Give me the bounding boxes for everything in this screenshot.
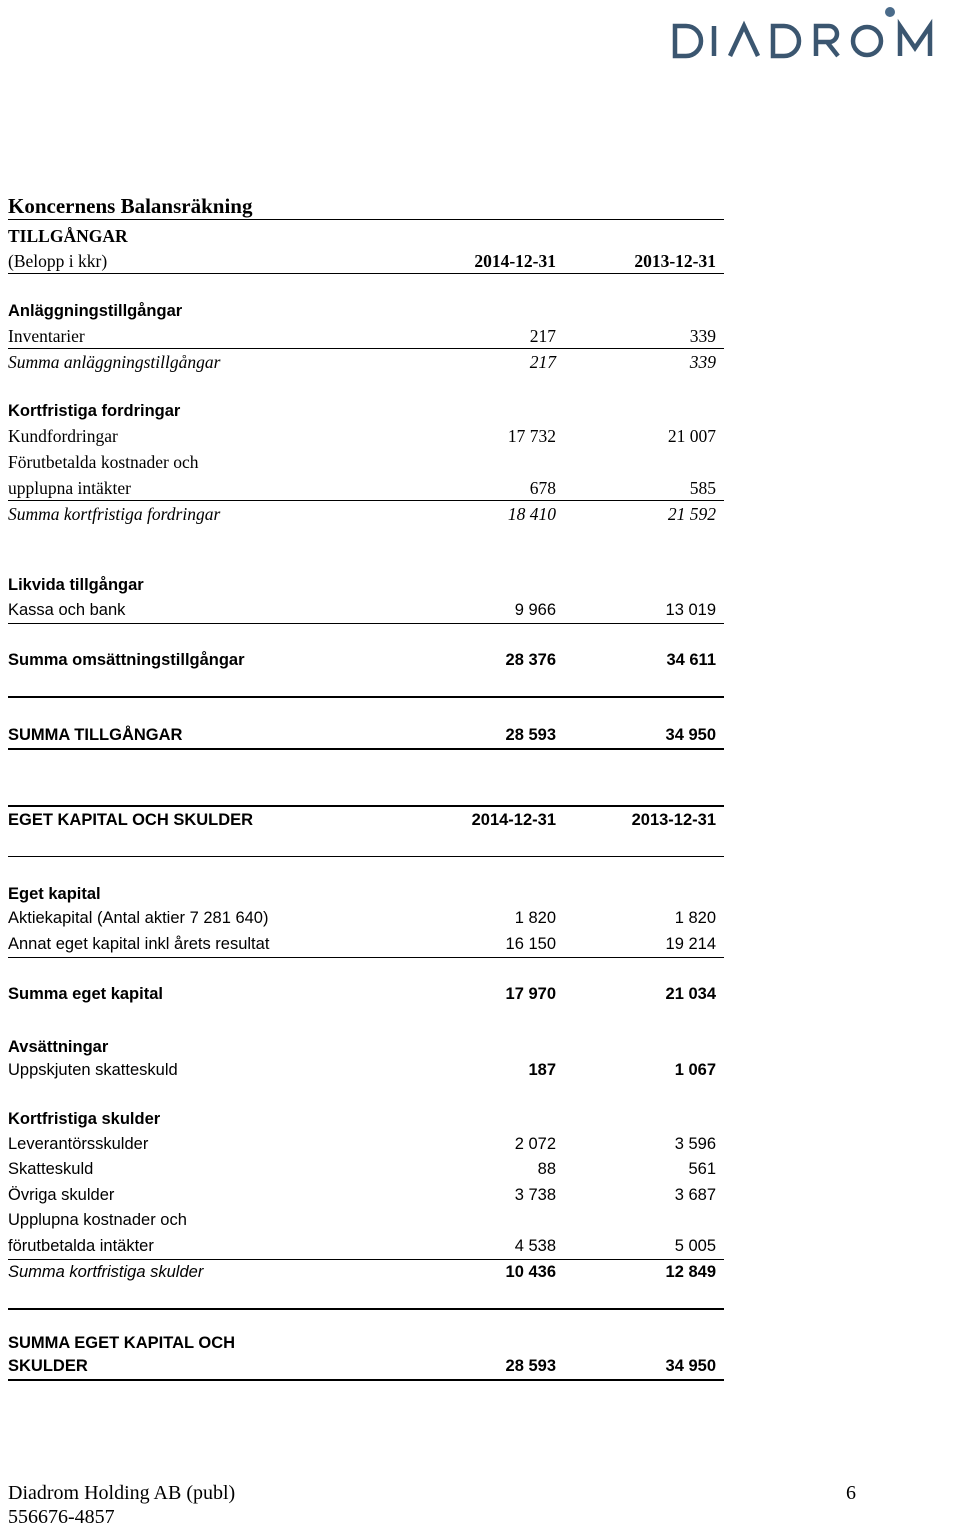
value-2013: 19 214 <box>665 935 716 953</box>
column-header-2013: 2013-12-31 <box>634 251 716 271</box>
subtotal-row <box>8 651 724 677</box>
value-2013: 3 596 <box>674 1135 716 1153</box>
divider <box>8 219 724 220</box>
value-2013: 34 611 <box>666 651 716 669</box>
value-2013: 339 <box>689 352 716 372</box>
value-2014: 28 376 <box>505 651 556 669</box>
receivables-heading: Kortfristiga fordringar <box>8 402 181 420</box>
divider <box>8 348 724 349</box>
value-2014: 17 732 <box>507 426 556 446</box>
column-header-2014: 2014-12-31 <box>474 251 556 271</box>
row-label: Leverantörsskulder <box>8 1135 149 1153</box>
row-label: Skatteskuld <box>8 1160 94 1178</box>
value-2013: 12 849 <box>665 1263 716 1281</box>
row-label: Förutbetalda kostnader och <box>8 452 199 472</box>
value-2013: 21 007 <box>667 426 716 446</box>
value-2013: 339 <box>689 326 716 346</box>
column-header-row <box>8 811 724 837</box>
value-2014: 2 072 <box>514 1135 556 1153</box>
value-2014: 88 <box>537 1160 556 1178</box>
subtotal-row <box>8 1263 724 1289</box>
table-row <box>8 1211 724 1237</box>
row-label: Kassa och bank <box>8 601 126 619</box>
value-2014: 1 820 <box>514 909 556 927</box>
table-row <box>8 1186 724 1212</box>
page-title: Koncernens Balansräkning <box>8 194 253 218</box>
row-label: Summa kortfristiga fordringar <box>8 504 221 524</box>
row-label: Summa omsättningstillgångar <box>8 651 245 669</box>
value-2013: 5 005 <box>674 1237 716 1255</box>
value-2013: 13 019 <box>665 601 716 619</box>
column-header-2014: 2014-12-31 <box>471 811 556 829</box>
section-heading <box>8 576 724 602</box>
footer-org-number: 556676-4857 <box>8 1506 115 1528</box>
divider <box>8 805 724 807</box>
value-2013: 1 820 <box>674 909 716 927</box>
provisions-heading: Avsättningar <box>8 1038 109 1056</box>
row-label: SUMMA TILLGÅNGAR <box>8 726 183 744</box>
value-2014: 28 593 <box>505 1357 556 1375</box>
row-label: Summa kortfristiga skulder <box>8 1263 204 1281</box>
value-2013: 21 034 <box>665 985 716 1003</box>
value-2014: 16 150 <box>505 935 556 953</box>
value-2014: 217 <box>529 352 556 372</box>
row-label: SKULDER <box>8 1357 88 1375</box>
table-row <box>8 452 724 478</box>
row-label: Upplupna kostnader och <box>8 1211 187 1229</box>
value-2013: 34 950 <box>665 726 716 744</box>
assets-heading: TILLGÅNGAR <box>8 226 128 246</box>
table-row <box>8 1135 724 1161</box>
row-label: Summa anläggningstillgångar <box>8 352 221 372</box>
section-heading <box>8 402 724 428</box>
subtotal-row <box>8 504 724 530</box>
value-2014: 28 593 <box>505 726 556 744</box>
value-2013: 585 <box>689 478 716 498</box>
value-2014: 3 738 <box>514 1186 556 1204</box>
assets-heading-row <box>8 226 724 252</box>
value-2014: 10 436 <box>505 1263 556 1281</box>
row-label: Uppskjuten skatteskuld <box>8 1061 178 1079</box>
value-2014: 9 966 <box>514 601 556 619</box>
value-2013: 3 687 <box>674 1186 716 1204</box>
footer-company: Diadrom Holding AB (publ) <box>8 1482 236 1504</box>
section-heading <box>8 302 724 328</box>
fixed-assets-heading: Anläggningstillgångar <box>8 302 183 320</box>
table-row <box>8 909 724 935</box>
company-logo <box>664 0 960 64</box>
divider <box>8 957 724 958</box>
row-label: Övriga skulder <box>8 1186 115 1204</box>
row-label: upplupna intäkter <box>8 478 131 498</box>
logo-dot-icon <box>885 7 895 17</box>
divider <box>8 1308 724 1310</box>
divider <box>8 1379 724 1381</box>
table-row <box>8 426 724 452</box>
divider <box>8 500 724 501</box>
table-row <box>8 1160 724 1186</box>
cash-heading: Likvida tillgångar <box>8 576 144 594</box>
divider <box>8 273 724 274</box>
value-2014: 678 <box>529 478 556 498</box>
row-label: Summa eget kapital <box>8 985 163 1003</box>
value-2013: 1 067 <box>674 1061 716 1079</box>
column-header-2013: 2013-12-31 <box>631 811 716 829</box>
subtotal-row <box>8 985 724 1011</box>
row-label: SUMMA EGET KAPITAL OCH <box>8 1334 236 1352</box>
value-2014: 4 538 <box>514 1237 556 1255</box>
value-2014: 17 970 <box>505 985 556 1003</box>
page-number: 6 <box>846 1482 856 1504</box>
current-liabilities-heading: Kortfristiga skulder <box>8 1110 161 1128</box>
section-heading <box>8 885 724 911</box>
row-label: Inventarier <box>8 326 85 346</box>
value-2013: 561 <box>688 1160 716 1178</box>
value-2014: 217 <box>529 326 556 346</box>
value-2014: 187 <box>528 1061 556 1079</box>
row-label: Kundfordringar <box>8 426 118 446</box>
equity-heading: Eget kapital <box>8 885 101 903</box>
divider <box>8 748 724 750</box>
divider <box>8 696 724 698</box>
subtotal-row <box>8 352 724 378</box>
divider <box>8 1259 724 1260</box>
diadrom-logo-icon <box>664 0 960 64</box>
row-label: Annat eget kapital inkl årets resultat <box>8 935 270 953</box>
value-2014: 18 410 <box>507 504 556 524</box>
row-label: Aktiekapital (Antal aktier 7 281 640) <box>8 909 269 927</box>
unit-label: (Belopp i kkr) <box>8 251 108 271</box>
value-2013: 21 592 <box>667 504 716 524</box>
divider <box>8 623 724 624</box>
row-label: förutbetalda intäkter <box>8 1237 154 1255</box>
table-row <box>8 1061 724 1087</box>
value-2013: 34 950 <box>665 1357 716 1375</box>
liabilities-heading: EGET KAPITAL OCH SKULDER <box>8 811 254 829</box>
divider <box>8 856 724 857</box>
section-heading <box>8 1110 724 1136</box>
